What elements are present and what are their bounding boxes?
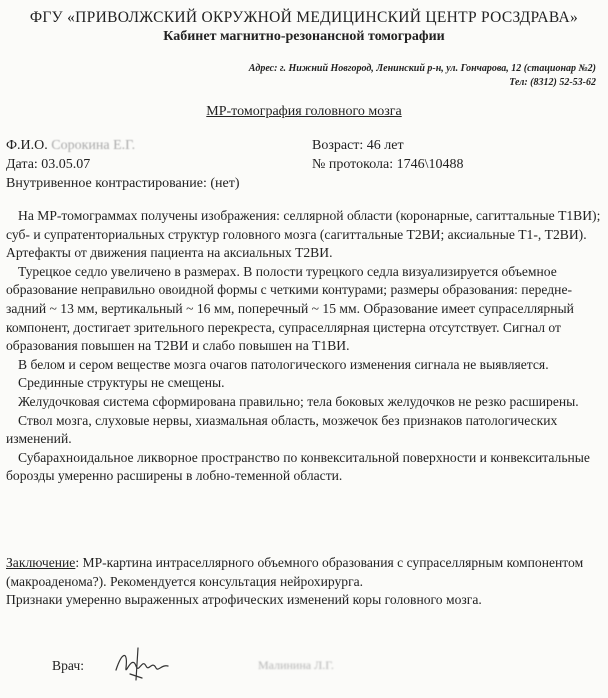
finding-paragraph: Субарахноидальное ликворное пространство по конвекситальной поверхности и конвекситальные борозды умеренно расширены в лобно-теменной области.	[6, 449, 590, 484]
patient-name	[6, 138, 135, 154]
exam-date: Дата: 03.05.07	[6, 157, 91, 172]
patient-name-value: Сорокина Е.Г.	[51, 138, 136, 153]
contrast-info: Внутривенное контрастирование: (нет)	[6, 176, 240, 191]
protocol-number: № протокола: 1746\10488	[312, 157, 464, 172]
address: Адрес: г. Нижний Новгород, Ленинский р-н, ул. Гончарова, 12 (стационар №2)	[248, 63, 596, 74]
doctor-label: Врач:	[52, 658, 84, 673]
conclusion-label: Заключение	[6, 555, 76, 570]
patient-name-label: Ф.И.О.	[6, 138, 48, 153]
conclusion-text-2: Признаки умеренно выраженных атрофических изменений коры головного мозга.	[6, 592, 482, 608]
institution-name: ФГУ «ПРИВОЛЖСКИЙ ОКРУЖНОЙ МЕДИЦИНСКИЙ ЦЕНТР РОСЗДРАВА»	[29, 9, 579, 26]
conclusion-text: : МР-картина интраселлярного объемного образования с супраселлярным компонентом (макроаденома?). Рекомендуется консультация нейрохирурга.	[6, 555, 584, 589]
phone: Тел: (8312) 52-53-62	[509, 77, 596, 88]
findings	[6, 207, 602, 486]
finding-paragraph: Срединные структуры не смещены.	[18, 375, 225, 391]
finding-paragraph: В белом и сером веществе мозга очагов патологического изменения сигнала не выявляется.	[18, 356, 549, 372]
conclusion	[6, 554, 602, 610]
finding-paragraph: На МР-томограммах получены изображения: селлярной области (коронарные, сагиттальные Т1ВИ); суб- и супратенториальных структур головного мозга (сагиттальные Т2ВИ; аксиальные Т1-, Т2ВИ). Артефакты от движения пациента на аксиальных Т2ВИ.	[6, 208, 601, 261]
finding-paragraph: Турецкое седло увеличено в размерах. В полости турецкого седла визуализируется объемное образование неправильно овоидной формы с четкими контурами; размеры образования: передне-задний ~ 13 мм, вертикальный ~ 16 мм, поперечный ~ 15 мм. Образование имеет супраселлярный компонент, достигает зрительного перекреста, супраселлярная цистерна отсутствует. Сигнал от образования повышен на Т2ВИ и слабо повышен на Т1ВИ.	[6, 263, 574, 354]
report-title: МР-томография головного мозга	[206, 104, 402, 119]
doctor-stamp-name: Малинина Л.Г.	[258, 658, 334, 672]
signature-scribble	[112, 644, 172, 689]
patient-age: Возраст: 46 лет	[312, 138, 404, 153]
finding-paragraph: Ствол мозга, слуховые нервы, хиазмальная область, мозжечок без признаков патологических изменений.	[6, 412, 558, 447]
finding-paragraph: Желудочковая система сформирована правильно; тела боковых желудочков не резко расширены.	[18, 393, 579, 409]
department-name: Кабинет магнитно-резонансной томографии	[163, 29, 445, 44]
